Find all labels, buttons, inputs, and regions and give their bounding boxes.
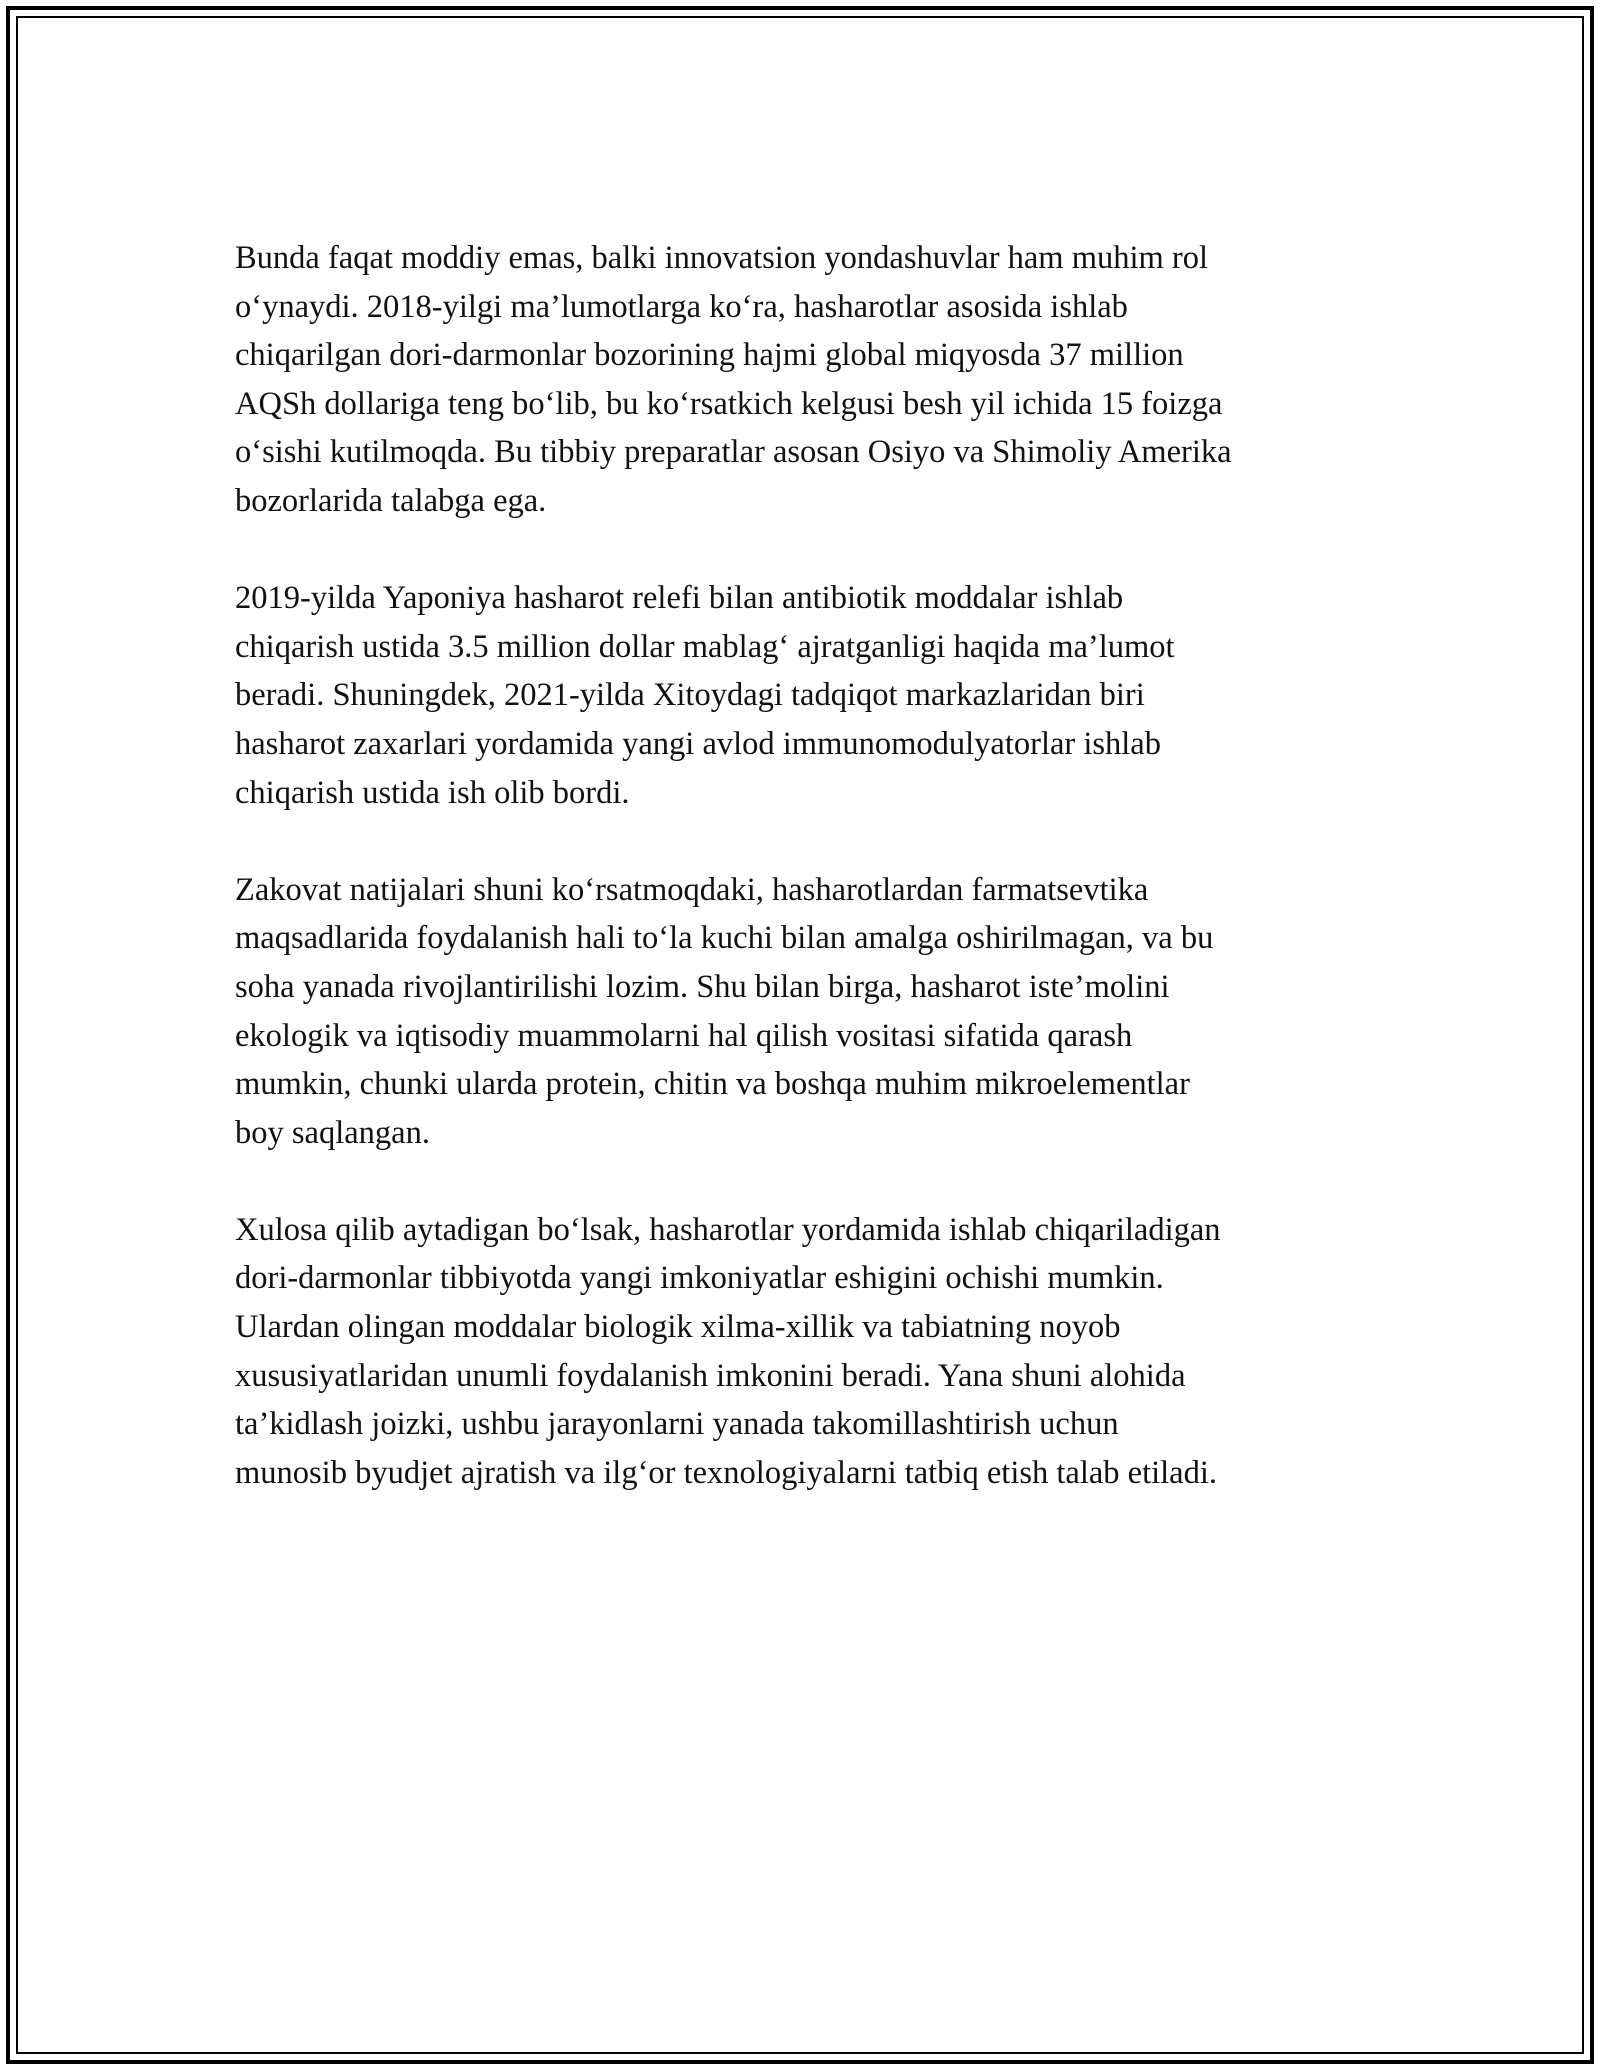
text-line: Ulardan olingan moddalar biologik xilma-xillik va tabiatning noyob — [235, 1309, 1121, 1346]
text-line: chiqarilgan dori-darmonlar bozorining hajmi global miqyosda 37 million — [235, 337, 1184, 374]
text-line: Xulosa qilib aytadigan bo‘lsak, hasharotlar yordamida ishlab chiqariladigan — [235, 1211, 1221, 1248]
text-line: mumkin, chunki ularda protein, chitin va boshqa muhim mikroelementlar — [235, 1066, 1190, 1103]
text-line: dori-darmonlar tibbiyotda yangi imkoniyatlar eshigini ochishi mumkin. — [235, 1260, 1164, 1297]
text-line: bozorlarida talabga ega. — [235, 482, 547, 519]
paragraph-4 — [235, 1206, 1375, 1498]
paragraph-3 — [235, 866, 1375, 1158]
text-line: Bunda faqat moddiy emas, balki innovatsion yondashuvlar ham muhim rol — [235, 240, 1209, 276]
text-line: AQSh dollariga teng bo‘lib, bu ko‘rsatkich kelgusi besh yil ichida 15 foizga — [235, 385, 1223, 422]
text-line: soha yanada rivojlantirilishi lozim. Shu bilan birga, hasharot iste’molini — [235, 968, 1170, 1005]
text-line: ekologik va iqtisodiy muammolarni hal qilish vositasi sifatida qarash — [235, 1017, 1133, 1054]
document-body — [235, 234, 1375, 1546]
text-line: beradi. Shuningdek, 2021-yilda Xitoydagi tadqiqot markazlaridan biri — [235, 677, 1145, 714]
text-line: chiqarish ustida 3.5 million dollar mablag‘ ajratganligi haqida ma’lumot — [235, 628, 1175, 665]
text-line: o‘ynaydi. 2018-yilgi ma’lumotlarga ko‘ra, hasharotlar asosida ishlab — [235, 288, 1128, 325]
text-line: maqsadlarida foydalanish hali to‘la kuchi bilan amalga oshirilmagan, va bu — [235, 920, 1214, 957]
paragraph-1 — [235, 234, 1375, 526]
text-line: o‘sishi kutilmoqda. Bu tibbiy preparatlar asosan Osiyo va Shimoliy Amerika — [235, 434, 1232, 471]
paragraph-2 — [235, 574, 1375, 817]
text-line: xususiyatlaridan unumli foydalanish imkonini beradi. Yana shuni alohida — [235, 1357, 1186, 1394]
text-line: ta’kidlash joizki, ushbu jarayonlarni yanada takomillashtirish uchun — [235, 1406, 1119, 1443]
text-line: munosib byudjet ajratish va ilg‘or texnologiyalarni tatbiq etish talab etiladi. — [235, 1454, 1217, 1491]
text-line: boy saqlangan. — [235, 1114, 430, 1151]
text-line: hasharot zaxarlari yordamida yangi avlod immunomodulyatorlar ishlab — [235, 725, 1161, 762]
text-line: 2019-yilda Yaponiya hasharot relefi bilan antibiotik moddalar ishlab — [235, 580, 1124, 617]
text-line: Zakovat natijalari shuni ko‘rsatmoqdaki, hasharotlardan farmatsevtika — [235, 871, 1149, 908]
text-line: chiqarish ustida ish olib bordi. — [235, 774, 630, 811]
